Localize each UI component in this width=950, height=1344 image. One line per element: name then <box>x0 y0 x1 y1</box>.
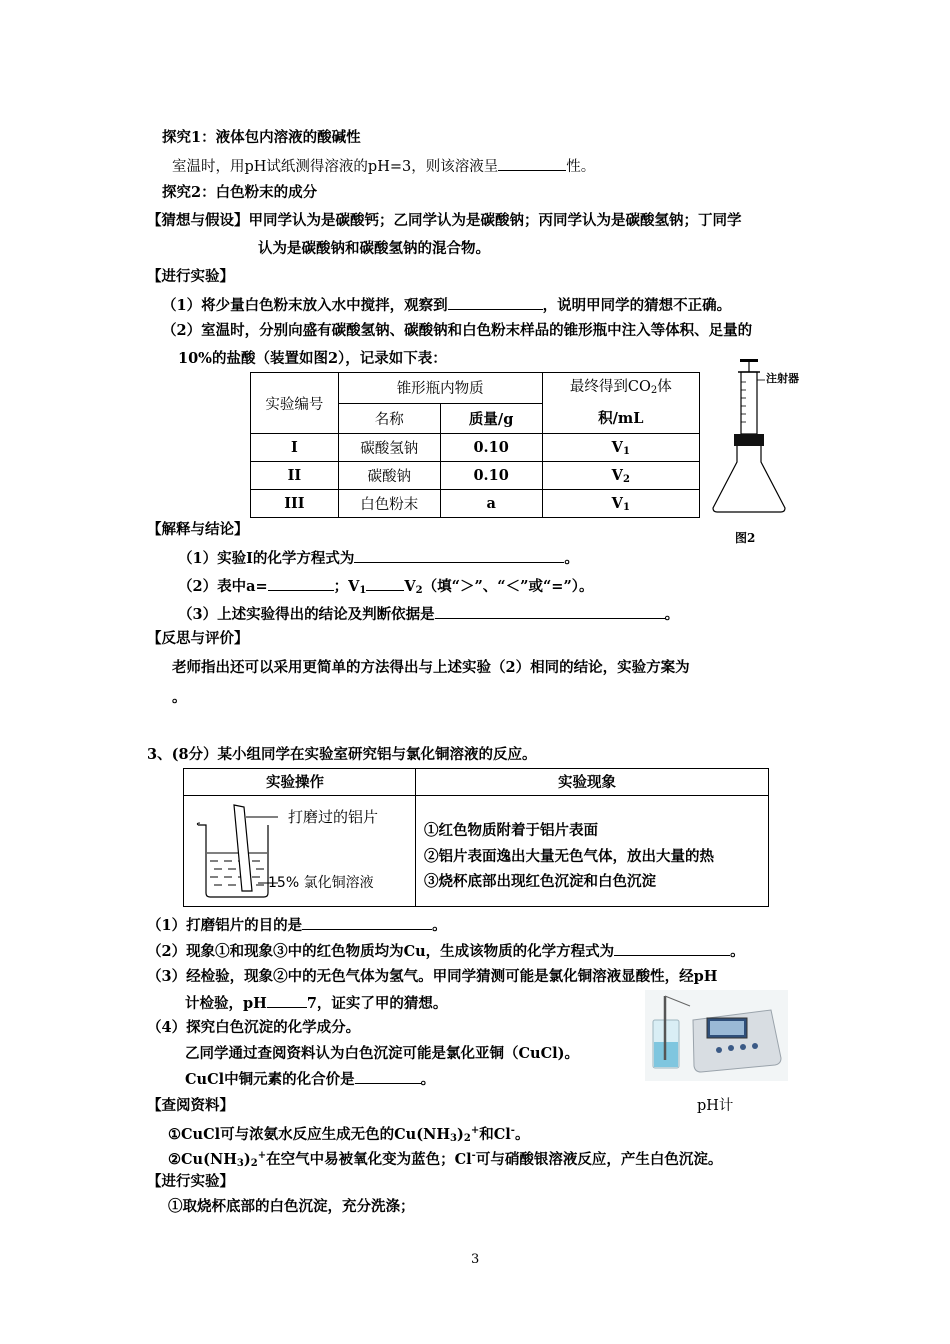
table-row <box>251 434 700 462</box>
answer-blank <box>355 1069 421 1084</box>
hypothesis-text: 甲同学认为是碳酸钙；乙同学认为是碳酸钠；丙同学认为是碳酸氢钠；丁同学 <box>248 212 742 229</box>
q2-text: （2）表中a= <box>178 578 268 595</box>
q3-header-op: 实验操作 <box>266 774 324 791</box>
q3-part3-line1: （3）经检验，现象②中的无色气体为氢气。甲同学猜测可能是氯化铜溶液显酸性，经pH <box>147 968 718 985</box>
explore2-title: 探究2：白色粉末的成分 <box>162 184 318 201</box>
ref2-paren: ) <box>243 1151 251 1168</box>
explore1-title: 探究1：液体包内溶液的酸碱性 <box>162 129 361 146</box>
step1-text-end: ，说明甲同学的猜想不正确。 <box>542 297 732 314</box>
q3-table-divider <box>415 769 416 906</box>
answer-blank <box>448 295 543 310</box>
syringe-label: 注射器 <box>766 372 799 385</box>
syringe-flask-drawing <box>705 356 825 516</box>
row-id: III <box>251 490 339 518</box>
phenomenon-2: ②铝片表面逸出大量无色气体，放出大量的热 <box>424 848 714 865</box>
phenomenon-3: ③烧杯底部出现红色沉淀和白色沉淀 <box>424 873 656 890</box>
reference-2 <box>168 1146 722 1174</box>
v2-subscript: 2 <box>415 585 423 596</box>
header-mass: 质量/g <box>440 403 542 434</box>
step1-text: （1）将少量白色粉末放入水中搅拌，观察到 <box>162 297 448 314</box>
header-final-text: 最终得到CO <box>569 379 651 395</box>
experiment-step1 <box>162 295 731 316</box>
ref1-superscript2: - <box>510 1125 515 1136</box>
q2-v2: V <box>404 578 416 595</box>
ref2-subscript2: 2 <box>250 1158 258 1169</box>
header-final-text2: 体 <box>657 379 672 395</box>
ref1-text: ①CuCl可与浓氨水反应生成无色的Cu(NH <box>168 1126 451 1143</box>
explore1-text-end: 性。 <box>566 159 596 175</box>
reference-1 <box>168 1121 529 1149</box>
ref1-end: 。 <box>514 1126 530 1143</box>
label-aluminum: 打磨过的铝片 <box>288 808 379 826</box>
table-row <box>251 490 700 518</box>
answer-blank <box>267 993 307 1008</box>
answer-blank <box>366 576 404 591</box>
vol-subscript: 2 <box>622 473 630 485</box>
reference-label: 【查阅资料】 <box>147 1097 234 1114</box>
co2-subscript: 2 <box>650 385 658 396</box>
reflection-line1: 老师指出还可以采用更简单的方法得出与上述实验（2）相同的结论，实验方案为 <box>172 659 690 676</box>
ref1-chloride: 和Cl <box>479 1126 511 1143</box>
row-volume <box>542 462 699 490</box>
part4-text: CuCl中铜元素的化合价是 <box>185 1071 355 1088</box>
experiment-label: 【进行实验】 <box>147 268 234 285</box>
q3-experiment-label: 【进行实验】 <box>147 1173 234 1190</box>
vol-subscript: 1 <box>622 445 630 457</box>
answer-blank <box>614 941 730 956</box>
q3-header-phen: 实验现象 <box>558 774 616 791</box>
q3-part4-line3 <box>185 1069 435 1090</box>
q3-text-end: 。 <box>664 606 680 623</box>
reflection-label: 【反思与评价】 <box>147 630 249 647</box>
row-mass: 0.10 <box>440 434 542 462</box>
reflection-line2: 。 <box>172 689 187 706</box>
row-mass: a <box>440 490 542 518</box>
part1-text: （1）打磨铝片的目的是 <box>147 917 303 934</box>
q3-part3-line2 <box>185 993 447 1014</box>
ref1-superscript: + <box>470 1125 480 1136</box>
row-name: 碳酸氢钠 <box>338 434 440 462</box>
table-row <box>251 462 700 490</box>
conclusion-q2 <box>178 576 594 601</box>
q3-part4: （4）探究白色沉淀的化学成分。 <box>147 1019 361 1036</box>
q3-part1 <box>147 915 447 936</box>
ref1-paren: ) <box>457 1126 464 1143</box>
answer-blank <box>498 156 566 171</box>
vol-subscript: 1 <box>622 501 630 513</box>
results-table <box>250 372 700 518</box>
answer-blank <box>354 548 564 563</box>
answer-blank <box>302 915 432 930</box>
header-final-unit: 积/mL <box>598 410 644 427</box>
row-id: II <box>251 462 339 490</box>
ph-meter-image <box>645 990 788 1081</box>
part3-text: 计检验，pH <box>185 995 267 1012</box>
conclusion-label: 【解释与结论】 <box>147 521 249 538</box>
ref2-text: ②Cu(NH <box>168 1151 237 1168</box>
ref2-end: 可与硝酸银溶液反应，产生白色沉淀。 <box>475 1151 723 1168</box>
v1-subscript: 1 <box>359 585 367 596</box>
part4-text-end: 。 <box>420 1071 436 1088</box>
ref1-subscript: 3 <box>450 1133 457 1144</box>
conclusion-q1 <box>178 548 579 569</box>
row-name: 碳酸钠 <box>338 462 440 490</box>
hypothesis-label: 【猜想与假设】 <box>147 212 249 229</box>
hypothesis-line1 <box>147 211 742 231</box>
header-flask: 锥形瓶内物质 <box>338 373 542 404</box>
ref2-subscript: 3 <box>236 1158 244 1169</box>
q3-part4-line2: 乙同学通过查阅资料认为白色沉淀可能是氯化亚铜（CuCl)。 <box>185 1045 579 1062</box>
q3-part2 <box>147 941 745 962</box>
explore1-question <box>172 156 595 177</box>
ref2-text2: 在空气中易被氧化变为蓝色；Cl <box>266 1151 472 1168</box>
part1-text-end: 。 <box>432 917 447 934</box>
q3-title: 3、(8分）某小组同学在实验室研究铝与氯化铜溶液的反应。 <box>147 746 537 763</box>
q3-table <box>183 768 769 907</box>
ref2-superscript2: - <box>471 1150 476 1161</box>
part3-text-end: 7，证实了甲的猜想。 <box>306 995 448 1012</box>
vol-symbol: V <box>611 494 623 512</box>
row-mass: 0.10 <box>440 462 542 490</box>
q3-experiment-step1: ①取烧杯底部的白色沉淀，充分洗涤； <box>168 1198 415 1215</box>
page-number: 3 <box>471 1252 480 1267</box>
q3-text: （3）上述实验得出的结论及判断依据是 <box>178 606 435 623</box>
header-final <box>542 373 699 434</box>
hypothesis-line2: 认为是碳酸钠和碳酸氢钠的混合物。 <box>258 240 490 257</box>
answer-blank <box>435 604 665 619</box>
q1-text-end: 。 <box>564 550 579 567</box>
ph-meter-drawing <box>645 990 788 1081</box>
row-name: 白色粉末 <box>338 490 440 518</box>
header-name: 名称 <box>338 403 440 434</box>
vol-symbol: V <box>611 438 623 456</box>
ph-meter-caption: pH计 <box>697 1098 734 1114</box>
q1-text: （1）实验I的化学方程式为 <box>178 550 355 567</box>
row-volume <box>542 434 699 462</box>
answer-blank <box>268 576 334 591</box>
phenomenon-1: ①红色物质附着于铝片表面 <box>424 822 598 839</box>
q2-v1: ；V <box>333 578 360 595</box>
explore1-text: 室温时，用pH试纸测得溶液的pH=3，则该溶液呈 <box>172 159 499 175</box>
conclusion-q3 <box>178 604 679 625</box>
q2-text-end: （填“＞”、“＜”或“=”）。 <box>422 578 594 595</box>
figure2-caption: 图2 <box>735 531 756 545</box>
part2-text-end: 。 <box>730 943 745 960</box>
experiment-step2-line1: （2）室温时，分别向盛有碳酸氢钠、碳酸钠和白色粉末样品的锥形瓶中注入等体积、足量的 <box>162 322 753 339</box>
vol-symbol: V <box>611 466 623 484</box>
row-id: I <box>251 434 339 462</box>
ref1-subscript2: 2 <box>463 1133 471 1144</box>
experiment-step2-line2: 10%的盐酸（装置如图2），记录如下表： <box>178 350 447 367</box>
figure2-apparatus <box>705 356 825 516</box>
part2-text: （2）现象①和现象③中的红色物质均为Cu，生成该物质的化学方程式为 <box>147 943 615 960</box>
ref2-superscript: + <box>257 1150 267 1161</box>
header-id: 实验编号 <box>251 373 339 434</box>
row-volume <box>542 490 699 518</box>
label-solution: 15% 氯化铜溶液 <box>268 875 374 891</box>
